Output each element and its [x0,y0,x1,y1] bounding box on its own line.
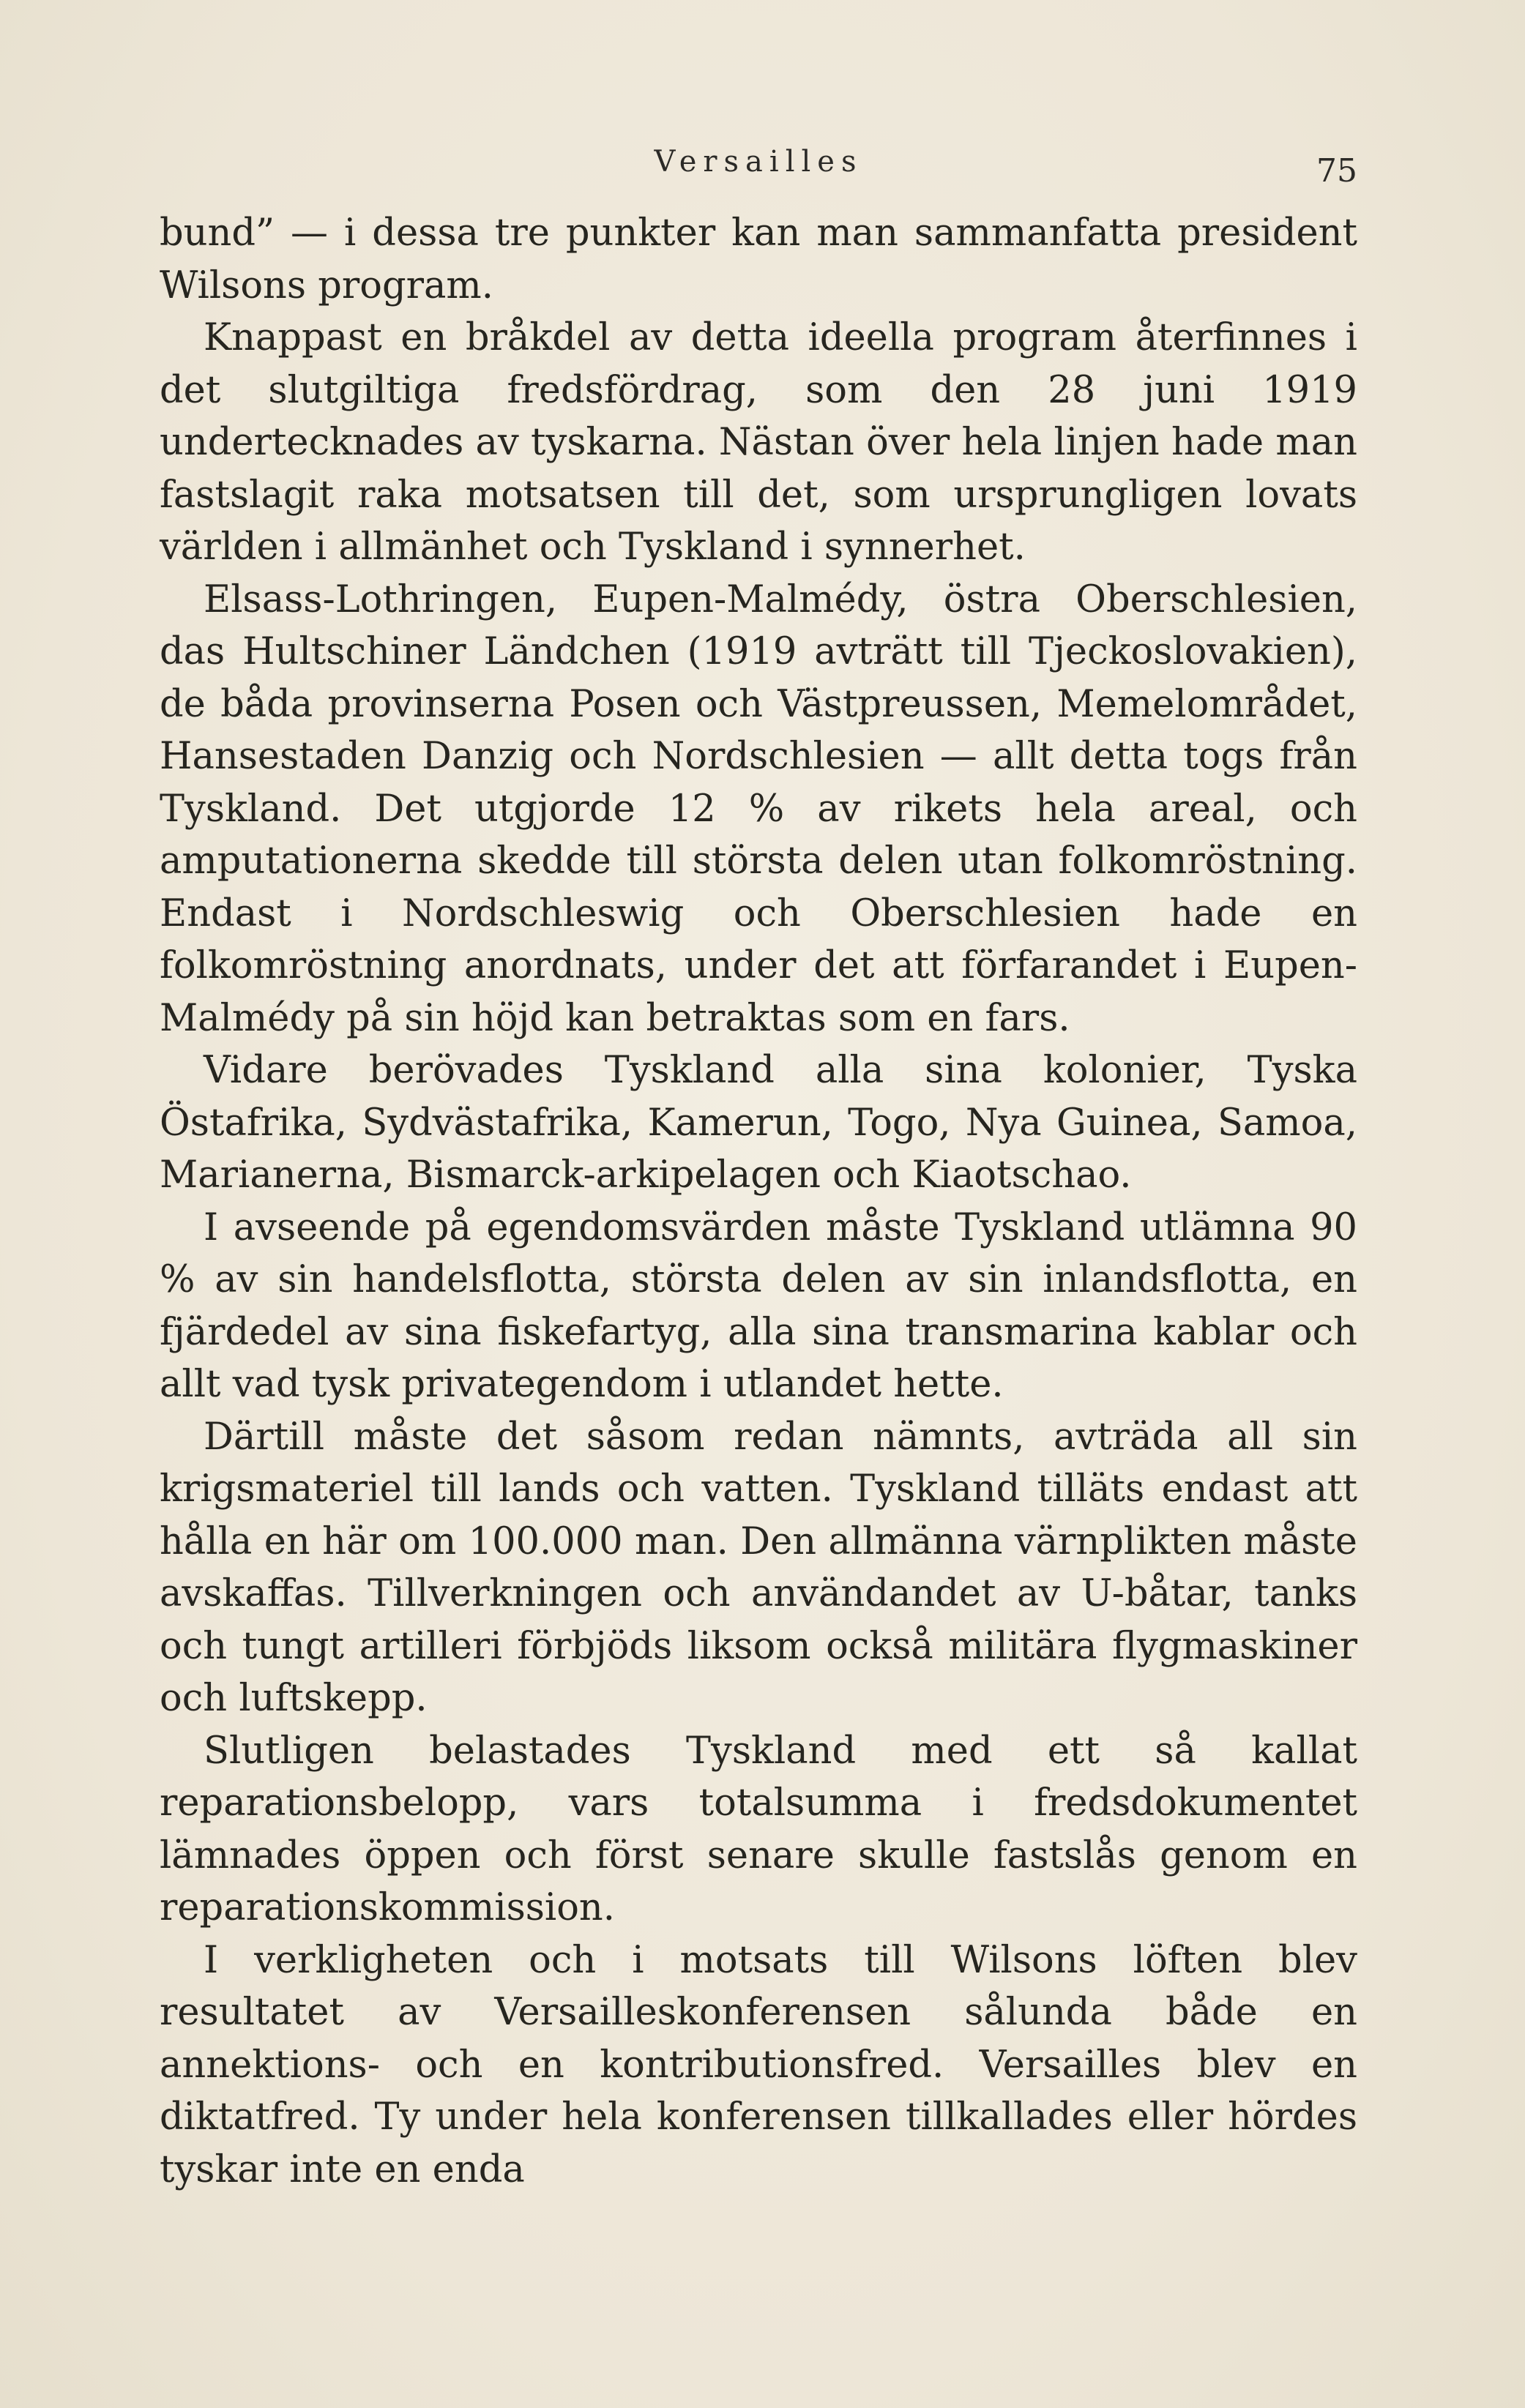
running-title: Versailles [654,145,863,179]
body-text [160,207,1357,2196]
page-header [160,145,1357,189]
paragraph: Vidare berövades Tyskland alla sina kolonier, Tyska Östafrika, Sydvästafrika, Kamerun, Togo, Nya Guinea, Samoa, Marianerna, Bismarck-arkipelagen och Kiaotschao. [160,1049,1357,1197]
paragraph: I verkligheten och i motsats till Wilsons löften blev resultatet av Versailleskonferensen sålunda både en annektions- och en kontributionsfred. Versailles blev en diktatfred. Ty under hela konferensen tillkallades eller hördes tyskar inte en enda [160,1938,1357,2191]
paragraph: Därtill måste det såsom redan nämnts, avträda all sin krigsmateriel till lands och vatten. Tyskland tilläts endast att hålla en här om 100.000 man. Den allmänna värnplikten måste avskaffas. Tillverkningen och användandet av U-båtar, tanks och tungt artilleri förbjöds liksom också militära flygmaskiner och luftskepp. [160,1415,1357,1720]
paragraph: Slutligen belastades Tyskland med ett så kallat reparationsbelopp, vars totalsumma i fredsdokumentet lämnades öppen och först senare skulle fastslås genom en reparationskommission. [160,1729,1357,1929]
paragraph: bund” — i dessa tre punkter kan man sammanfatta president Wilsons program. [160,212,1357,307]
paragraph: Knappast en bråkdel av detta ideella program återfinnes i det slutgiltiga fredsfördrag, som den 28 juni 1919 undertecknades av tyskarna. Nästan över hela linjen hade man fastslagit raka motsatsen till det, som ursprungligen lovats världen i allmänhet och Tyskland i synnerhet. [160,316,1357,569]
paragraph: Elsass-Lothringen, Eupen-Malmédy, östra Oberschlesien, das Hultschiner Ländchen (1919 avträtt till Tjeckoslovakien), de båda provinserna Posen och Västpreussen, Memelområdet, Hansestaden Danzig och Nordschlesien — allt detta togs från Tyskland. Det utgjorde 12 % av rikets hela areal, och amputationerna skedde till största delen utan folkomröstning. Endast i Nordschleswig och Oberschlesien hade en folkomröstning anordnats, under det att förfarandet i Eupen-Malmédy på sin höjd kan betraktas som en fars. [160,577,1357,1040]
paragraph: I avseende på egendomsvärden måste Tyskland utlämna 90 % av sin handelsflotta, största delen av sin inlandsflotta, en fjärdedel av sina fiskefartyg, alla sina transmarina kablar och allt vad tysk privategendom i utlandet hette. [160,1205,1357,1406]
page-number: 75 [1316,152,1357,190]
